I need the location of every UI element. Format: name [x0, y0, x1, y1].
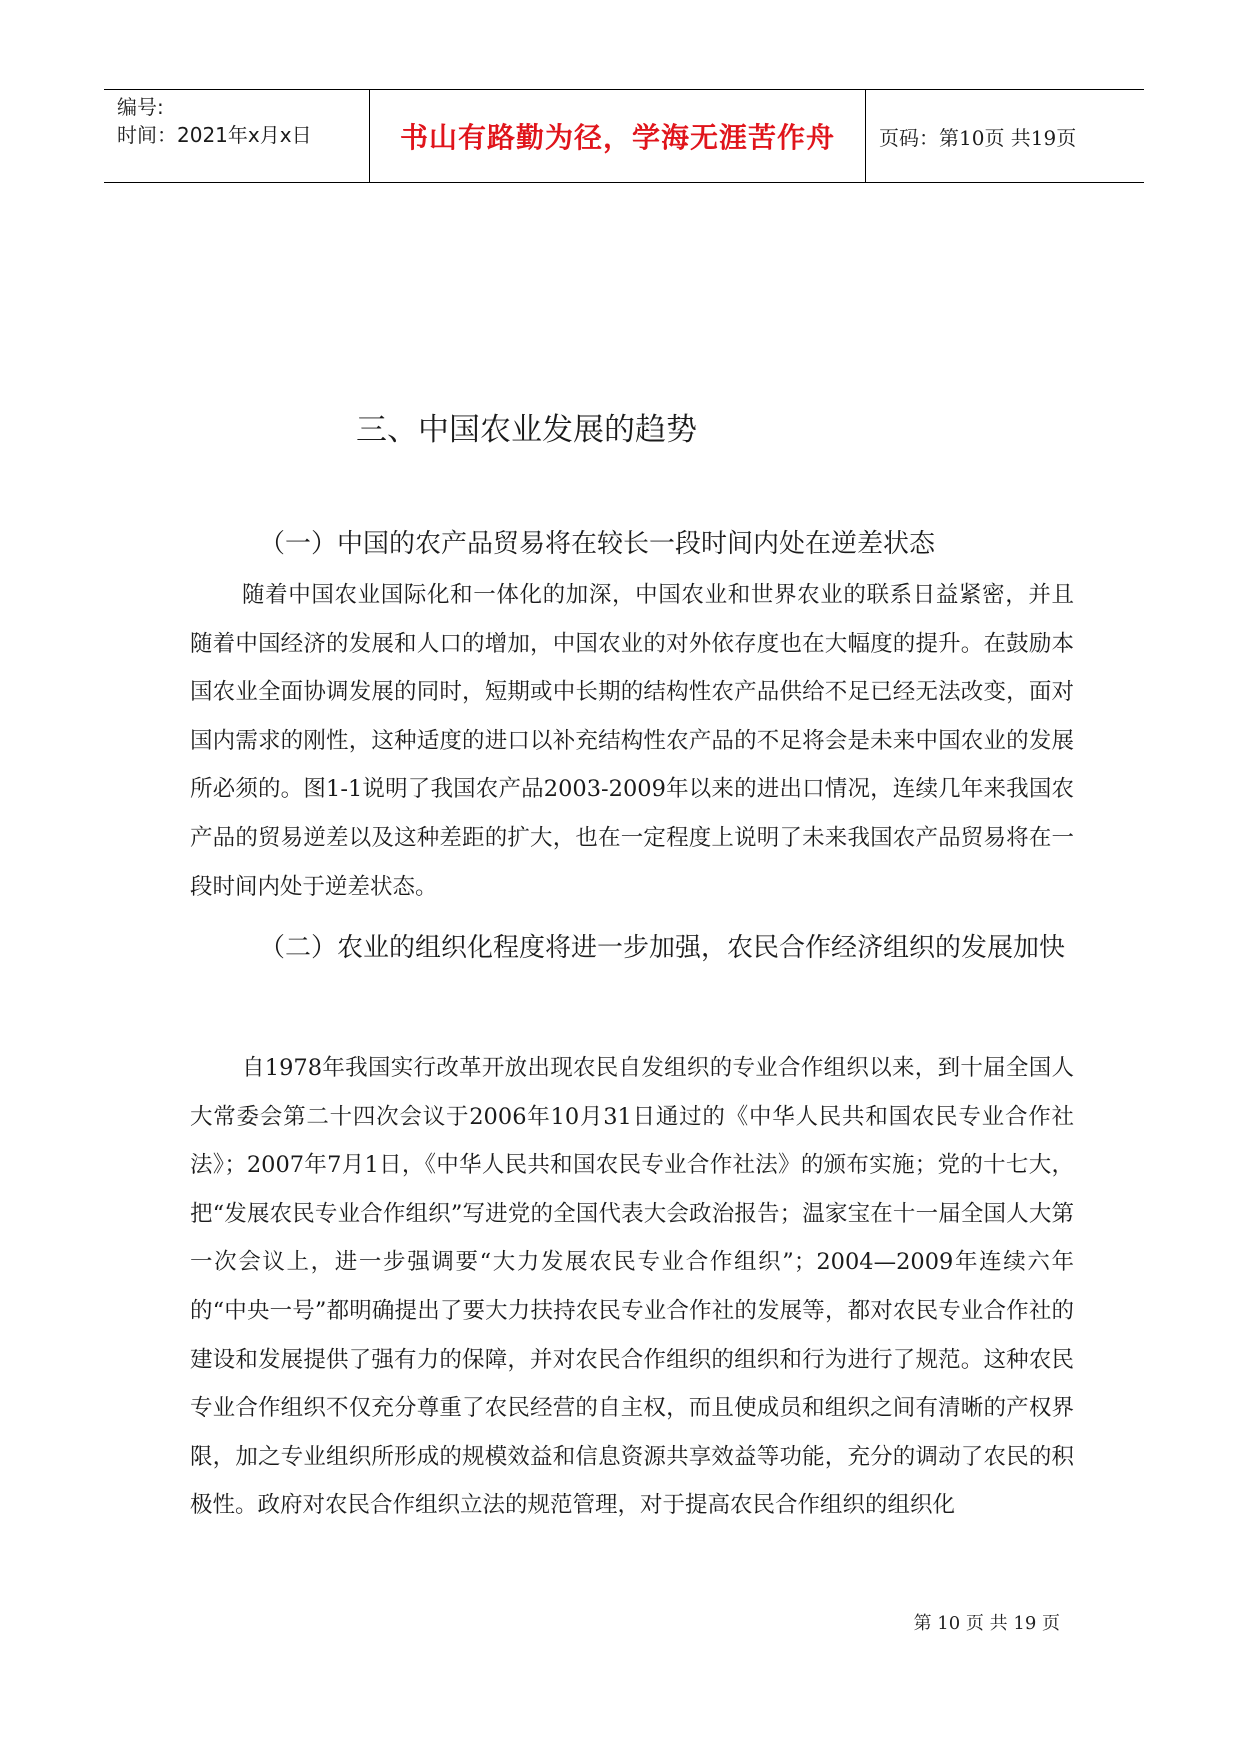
- paragraph-1: 随着中国农业国际化和一体化的加深，中国农业和世界农业的联系日益紧密，并且随着中国经济的发展和人口的增加，中国农业的对外依存度也在大幅度的提升。在鼓励本国农业全面协调发展的同时，短期或中长期的结构性农产品供给不足已经无法改变，面对国内需求的刚性，这种适度的进口以补充结构性农产品的不足将会是未来中国农业的发展所必须的。图1-1说明了我国农产品2003-2009年以来的进出口情况，连续几年来我国农产品的贸易逆差以及这种差距的扩大，也在一定程度上说明了未来我国农产品贸易将在一段时间内处于逆差状态。: [190, 582, 1074, 900]
- subsection-title-2: （二）农业的组织化程度将进一步加强，农民合作经济组织的发展加快: [259, 933, 1066, 963]
- page-footer: 第 10 页 共 19 页: [913, 1613, 1060, 1634]
- section-title: 三、中国农业发展的趋势: [356, 412, 697, 448]
- motto: 书山有路勤为径，学海无涯苦作舟: [370, 90, 866, 182]
- paragraph-2: 自1978年我国实行改革开放出现农民自发组织的专业合作组织以来，到十届全国人大常委会第二十四次会议于2006年10月31日通过的《中华人民共和国农民专业合作社法》；2007年7月1日，《中华人民共和国农民专业合作社法》的颁布实施；党的十七大，把“发展农民专业合作组织”写进党的全国代表大会政治报告；温家宝在十一届全国人大第一次会议上，进一步强调要“大力发展农民专业合作组织”；2004—2009年连续六年的“中央一号”都明确提出了要大力扶持农民专业合作社的发展等，都对农民专业合作社的建设和发展提供了强有力的保障，并对农民合作组织的组织和行为进行了规范。这种农民专业合作组织不仅充分尊重了农民经营的自主权，而且使成员和组织之间有清晰的产权界限，加之专业组织所形成的规模效益和信息资源共享效益等功能，充分的调动了农民的积极性。政府对农民合作组织立法的规范管理，对于提高农民合作组织的组织化: [190, 1055, 1074, 1519]
- page-info: 页码：第10页 共19页: [879, 125, 1077, 150]
- header-table: [104, 89, 1144, 183]
- number-label: 编号:: [117, 95, 164, 119]
- time-label: 时间：2021年x月x日: [117, 123, 312, 147]
- header-meta-cell: [104, 90, 370, 182]
- subsection-title-1: （一）中国的农产品贸易将在较长一段时间内处在逆差状态: [259, 529, 936, 559]
